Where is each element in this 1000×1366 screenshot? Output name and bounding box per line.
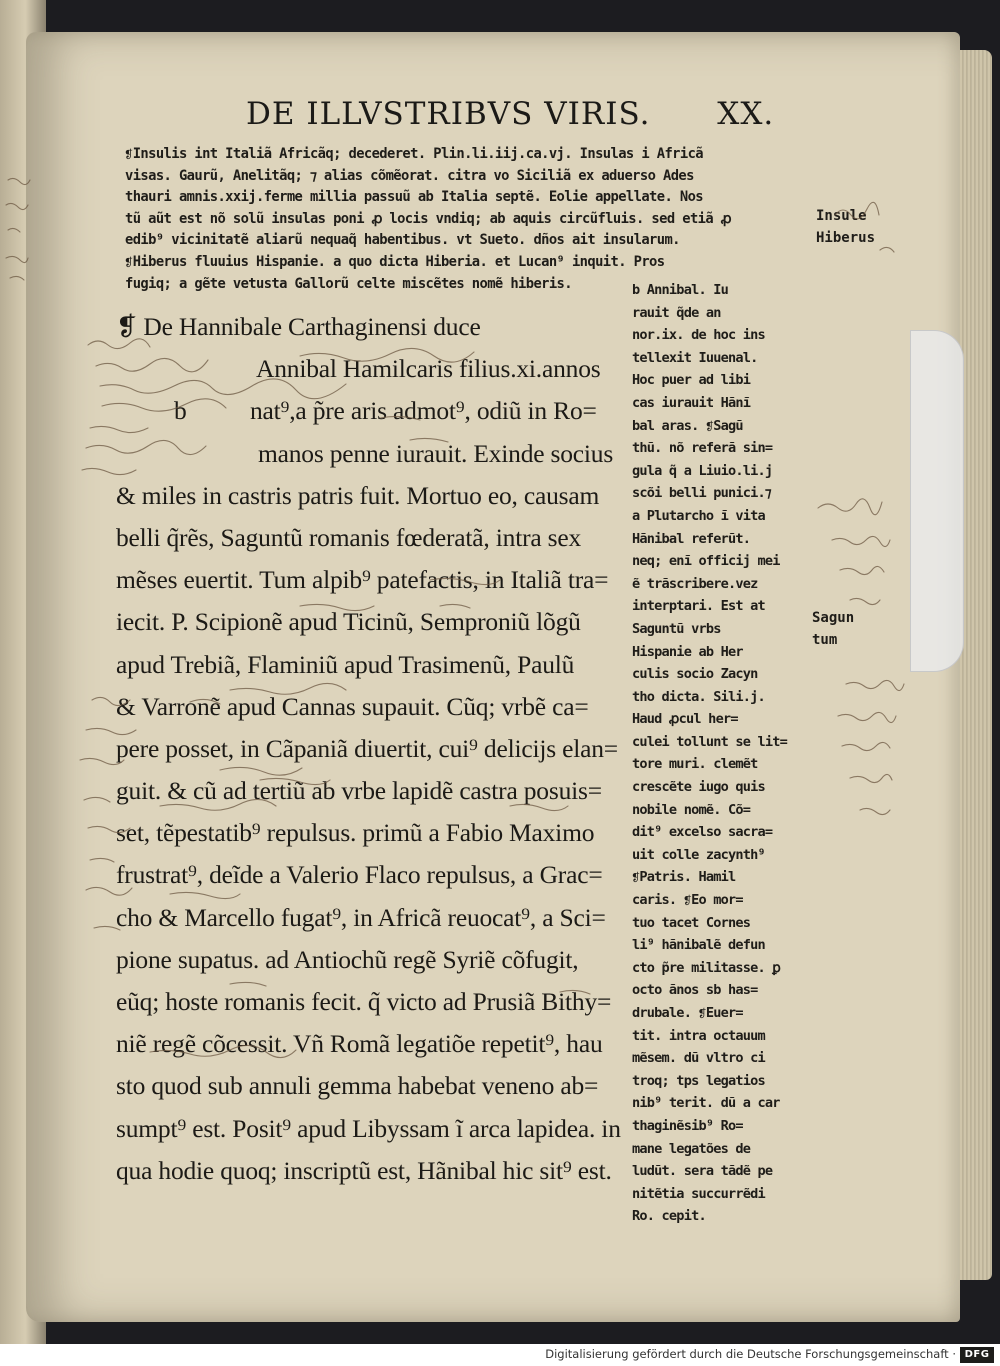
side-commentary-line: cto p̃re militasse. ꝑ: [632, 959, 781, 976]
top-commentary: [125, 146, 815, 297]
margin-note-line: Insule: [816, 208, 867, 224]
side-commentary-line: Hispanie ab Her: [632, 643, 743, 660]
dfg-logo: DFG: [960, 1347, 994, 1363]
margin-note-line: Sagun: [812, 610, 855, 626]
main-text-line: niẽ regẽ cõcessit. Vñ Romã legatiõe repetit⁹, hau: [116, 1029, 603, 1059]
commentary-line: ❡Hiberus fluuius Hispanie. a quo dicta Hiberia. et Lucan⁹ inquit. Pros: [125, 253, 665, 270]
side-commentary-line: culis socio Zacyn: [632, 666, 758, 683]
commentary-line: fugiq; a gẽte vetusta Gallorũ celte miscẽtes nomẽ hiberis.: [125, 275, 572, 292]
commentary-line: visas. Gaurũ, Anelitãq; ⁊ alias cõmẽorat. citra vo Siciliã ex aduerso Ades: [125, 167, 694, 184]
side-commentary-line: tellexit Iuuenal.: [632, 349, 758, 366]
side-commentary-line: Hãnibal referũt.: [632, 530, 751, 547]
commentary-line: edib⁹ vicinitatẽ aliarũ nequaq̃ habentibus. vt Sueto. dños ait insularum.: [125, 232, 680, 249]
side-commentary-line: neq; enĩ officij mei: [632, 553, 780, 570]
side-commentary-line: Haud ꝓcul her=: [632, 711, 738, 728]
main-text-line: sto quod sub annuli gemma habebat veneno ab=: [116, 1071, 599, 1101]
main-text-line: nat⁹,a p̃re aris admot⁹, odiũ in Ro=: [250, 396, 597, 426]
side-commentary-line: mane legatões de: [632, 1140, 751, 1157]
side-commentary-line: nobile nomẽ. Cõ=: [632, 801, 751, 818]
folio-number: XX.: [717, 96, 775, 132]
commentary-line: thauri amnis.xxij.ferme millia passuũ ab Italia septẽ. Eolie appellate. Nos: [125, 189, 703, 206]
main-text-line: manos penne iurauit. Exinde socius: [258, 438, 614, 468]
side-commentary-line: a Plutarcho ĩ vita: [632, 507, 765, 524]
funding-credit: Digitalisierung gefördert durch die Deutsche Forschungsgemeinschaft ·: [545, 1347, 956, 1361]
side-commentary-line: tit. intra octauum: [632, 1027, 765, 1044]
main-text-line: belli q̃rẽs, Saguntũ romanis fœderatã, intra sex: [116, 522, 582, 552]
main-text-line: cho & Marcello fugat⁹, in Africã reuocat⁹, a Sci=: [116, 902, 606, 932]
commentary-line: ❡Insulis int Italiã Africãq; decederet. Plin.li.iij.ca.vj. Insulas i Africã: [125, 146, 703, 162]
side-commentary-line: thaginẽsib⁹ Ro=: [632, 1117, 743, 1134]
side-commentary-line: ❡Patris. Hamil: [632, 869, 736, 886]
note-reference-letter: b: [174, 396, 187, 426]
main-text-line: eũq; hoste romanis fecit. q̃ victo ad Prusiã Bithy=: [116, 987, 612, 1016]
side-commentary-line: crescẽte iugo quis: [632, 779, 765, 796]
main-text-line: frustrat⁹, deĩde a Valerio Flaco repulsus, a Grac=: [116, 860, 603, 890]
side-commentary-line: ẽ trãscribere.vez: [632, 575, 758, 592]
side-commentary-line: ludũt. sera tãdẽ pe: [632, 1163, 773, 1180]
main-text-line: pere posset, in Cãpaniã diuertit, cui⁹ delicijs elan=: [116, 733, 618, 763]
side-commentary-line: li⁹ hãnibalẽ defun: [632, 937, 765, 954]
footer-bar: [0, 1344, 1000, 1366]
side-commentary-line: tho dicta. Sili.j.: [632, 688, 765, 705]
main-text-line: iecit. P. Scipionẽ apud Ticinũ, Semproniũ lõgũ: [116, 607, 581, 637]
side-commentary-line: caris. ❡Eo mor=: [632, 892, 743, 909]
main-text-line: mẽses euertit. Tum alpib⁹ patefactis, in Italiã tra=: [116, 565, 609, 595]
main-text-line: Annibal Hamilcaris filius.xi.annos: [256, 354, 601, 384]
main-text-line: apud Trebiã, Flaminiũ apud Trasimenũ, Paulũ: [116, 649, 575, 679]
side-commentary: [632, 282, 812, 1231]
side-commentary-line: tuo tacet Cornes: [632, 914, 751, 931]
main-text-line: & miles in castris patris fuit. Mortuo eo, causam: [116, 480, 600, 510]
main-text-line: guit. & cũ ad tertiũ ab vrbe lapidẽ castra posuis=: [116, 776, 602, 806]
commentary-line: tũ aũt est nõ solũ insulas poni ꝓ locis vndiq; ab aquis circũfluis. sed etiã ꝓ: [125, 210, 731, 227]
running-head: [246, 96, 786, 142]
main-text-line-with-note: [116, 396, 641, 438]
side-commentary-line: gula q̃ a Liuio.li.j: [632, 462, 773, 479]
side-commentary-line: dit⁹ excelso sacra=: [632, 824, 773, 841]
side-commentary-line: interptari. Est at: [632, 598, 765, 615]
side-commentary-line: Ro. cepit.: [632, 1208, 706, 1225]
side-commentary-line: nitẽtia succurrẽdi: [632, 1185, 765, 1202]
side-commentary-line: uit colle zacynth⁹: [632, 846, 765, 863]
main-text-line: pione supatus. ad Antiochũ regẽ Syriẽ cõfugit,: [116, 944, 579, 974]
section-heading: [116, 312, 641, 354]
main-text-line: qua hodie quoq; inscriptũ est, Hãnibal hic sit⁹ est.: [116, 1155, 612, 1185]
side-commentary-line: bal aras. ❡Sagũ: [632, 417, 743, 434]
main-text-line: sumpt⁹ est. Posit⁹ apud Libyssam ĩ arca lapidea. in: [116, 1113, 621, 1143]
pilcrow-mark: ❡: [116, 312, 138, 341]
side-commentary-line: Hoc puer ad libi: [632, 372, 751, 389]
side-commentary-line: rauit q̃de an: [632, 304, 721, 321]
main-text-line: & Varronẽ apud Cannas supauit. Cũq; vrbẽ ca=: [116, 691, 589, 721]
margin-note-saguntum: [812, 610, 902, 654]
main-text-line: set, tẽpestatib⁹ repulsus. primũ a Fabio Maximo: [116, 818, 595, 848]
side-commentary-line: mẽsem. dũ vltro ci: [632, 1050, 765, 1067]
side-commentary-line: culei tollunt se lit=: [632, 733, 788, 750]
bookmark-tab: [910, 330, 964, 672]
main-text-block: [116, 312, 641, 1198]
side-commentary-line: Saguntũ vrbs: [632, 620, 721, 637]
side-commentary-line: octo ãnos sb has=: [632, 982, 758, 999]
side-commentary-line: b Annibal. Iu: [632, 282, 728, 298]
side-commentary-line: cas iurauit Hãnĩ: [632, 394, 751, 411]
side-commentary-line: nib⁹ terit. dũ a car: [632, 1095, 780, 1112]
side-commentary-line: scõi belli punici.⁊: [632, 485, 771, 502]
margin-note-insule-hiberus: [816, 208, 936, 252]
side-commentary-line: drubale. ❡Euer=: [632, 1005, 743, 1021]
side-commentary-line: tore muri. clemẽt: [632, 756, 758, 773]
margin-note-line: tum: [812, 632, 838, 648]
side-commentary-line: thũ. nõ referã sin=: [632, 440, 773, 457]
heading-text: De Hannibale Carthaginensi duce: [143, 312, 481, 341]
side-commentary-line: troq; tps legatios: [632, 1072, 765, 1089]
running-title: DE ILLVSTRIBVS VIRIS.: [246, 96, 651, 132]
margin-note-line: Hiberus: [816, 230, 876, 246]
side-commentary-line: nor.ix. de hoc ins: [632, 327, 765, 344]
